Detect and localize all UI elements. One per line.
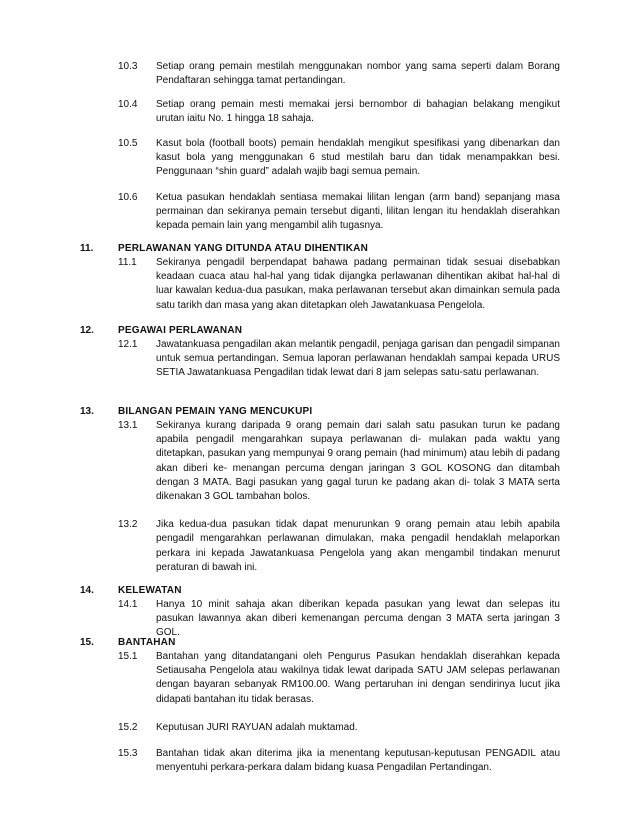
list-item — [118, 256, 560, 313]
section-14 — [80, 584, 560, 641]
item-number: 10.3 — [118, 61, 138, 72]
list-item — [118, 98, 560, 138]
item-text: Jawatankuasa pengadilan akan melantik pengadil, penjaga garisan dan pengadil simpanan untuk semua pertandingan. Semua laporan perlawanan hendaklah sampai kepada URUS SETIA Jawatankuasa Pengadilan tidak lewat dari 8 jam selepas satu-satu perlawanan. — [156, 339, 560, 379]
item-text: Bantahan yang ditandatangani oleh Pengurus Pasukan hendaklah diserahkan kepada Setiausaha Pengelola atau wakilnya tidak lewat daripada SATU JAM selepas perlawanan dengan bayaran sebanyak RM100.00. Wang pertaruhan ini dengan sendirinya lucut jika didapati bantahan itu tidak berasas. — [156, 651, 560, 705]
item-text: Setiap orang pemain mestilah menggunakan nombor yang sama seperti dalam Borang Pendaftaran sehingga tamat pertandingan. — [156, 61, 560, 87]
item-number: 13.1 — [118, 420, 138, 431]
section-13 — [80, 405, 560, 575]
item-number: 12.1 — [118, 339, 138, 350]
item-text: Sekiranya pengadil berpendapat bahawa padang permainan tidak sesuai disebabkan keadaan cuaca atau hal-hal yang tidak dijangka perlawanan dihentikan akibat hal-hal di luar kawalan kedua-dua pasukan, maka perlawanan tersebut akan dimainkan semula pada satu tarikh dan masa yang akan ditetapkan oleh Jawatankuasa Pengelola. — [156, 257, 560, 311]
section-11 — [80, 242, 560, 313]
section-number: 12. — [80, 325, 94, 336]
section-title: KELEWATAN — [118, 585, 182, 596]
item-number: 10.6 — [118, 192, 138, 203]
section-number: 15. — [80, 637, 94, 648]
item-number: 10.4 — [118, 99, 138, 110]
item-number: 13.2 — [118, 519, 138, 531]
section-10-continued — [80, 60, 560, 232]
list-item — [118, 137, 560, 180]
list-item — [118, 419, 560, 504]
section-heading — [80, 636, 560, 650]
section-title: BANTAHAN — [118, 637, 176, 648]
item-number: 14.1 — [118, 599, 138, 610]
item-text: Ketua pasukan hendaklah sentiasa memakai lilitan lengan (arm band) sepanjang masa permainan dan sekiranya pemain tersebut diganti, lilitan lengan itu hendaklah diserahkan kepada pemain lain yang mengambil alih tugasnya. — [156, 192, 560, 232]
item-number: 10.5 — [118, 138, 138, 149]
list-item — [118, 598, 560, 641]
item-number: 15.3 — [118, 748, 138, 760]
section-heading — [80, 584, 560, 598]
list-item — [118, 747, 560, 775]
list-item — [118, 721, 560, 735]
list-item — [118, 191, 560, 234]
section-heading — [80, 242, 560, 256]
item-number: 11.1 — [118, 257, 137, 268]
item-text: Jika kedua-dua pasukan tidak dapat menurunkan 9 orang pemain atau lebih apabila pengadil mengarahkan perlawanan dimulakan, maka pengadil hendaklah melaporkan perkara ini kepada Jawatankuasa Pengelola yang akan mengambil tindakan menurut peraturan di bawah ini. — [156, 519, 560, 573]
section-title: PEGAWAI PERLAWANAN — [118, 325, 243, 336]
item-number: 15.1 — [118, 651, 138, 662]
item-text: Kasut bola (football boots) pemain hendaklah mengikut spesifikasi yang dibenarkan dan kasut bola yang menggunakan 6 stud mestilah baru dan tidak menampakkan besi. Penggunaan “shin guard” adalah wajib bagi semua pemain. — [156, 138, 560, 178]
section-heading — [80, 324, 560, 338]
section-number: 14. — [80, 585, 94, 596]
item-text: Bantahan tidak akan diterima jika ia menentang keputusan-keputusan PENGADIL atau menyentuhi perkara-perkara dalam bidang kuasa Pengadilan Pertandingan. — [156, 748, 560, 774]
section-heading — [80, 405, 560, 419]
list-item — [118, 650, 560, 707]
item-text: Hanya 10 minit sahaja akan diberikan kepada pasukan yang lewat dan selepas itu pasukan lawannya akan diberi kemenangan percuma dengan 3 MATA serta jaringan 3 GOL. — [156, 599, 560, 639]
section-title: BILANGAN PEMAIN YANG MENCUKUPI — [118, 406, 313, 417]
item-text: Sekiranya kurang daripada 9 orang pemain dari salah satu pasukan turun ke padang apabila pengadil mengarahkan supaya perlawanan di- mulakan pada waktu yang ditetapkan, pasukan yang mempunyai 9 orang pemain (had minimum) atau lebih di padang akan diberi ke- menangan percuma dengan jaringan 3 GOL KOSONG dan ditambah dengan 3 MATA. Bagi pasukan yang gagal turun ke padang akan di- tolak 3 MATA serta dikenakan 3 GOL tambahan bolos. — [156, 420, 560, 503]
item-number: 15.2 — [118, 721, 138, 733]
list-item — [118, 518, 560, 575]
item-text: Setiap orang pemain mesti memakai jersi bernombor di bahagian belakang mengikut urutan iaitu No. 1 hingga 18 sahaja. — [156, 99, 560, 125]
section-12 — [80, 324, 560, 381]
item-text: Keputusan JURI RAYUAN adalah muktamad. — [156, 721, 358, 733]
section-number: 11. — [80, 243, 94, 254]
section-number: 13. — [80, 406, 94, 417]
section-title: PERLAWANAN YANG DITUNDA ATAU DIHENTIKAN — [118, 243, 369, 254]
section-15 — [80, 636, 560, 775]
list-item — [118, 338, 560, 381]
